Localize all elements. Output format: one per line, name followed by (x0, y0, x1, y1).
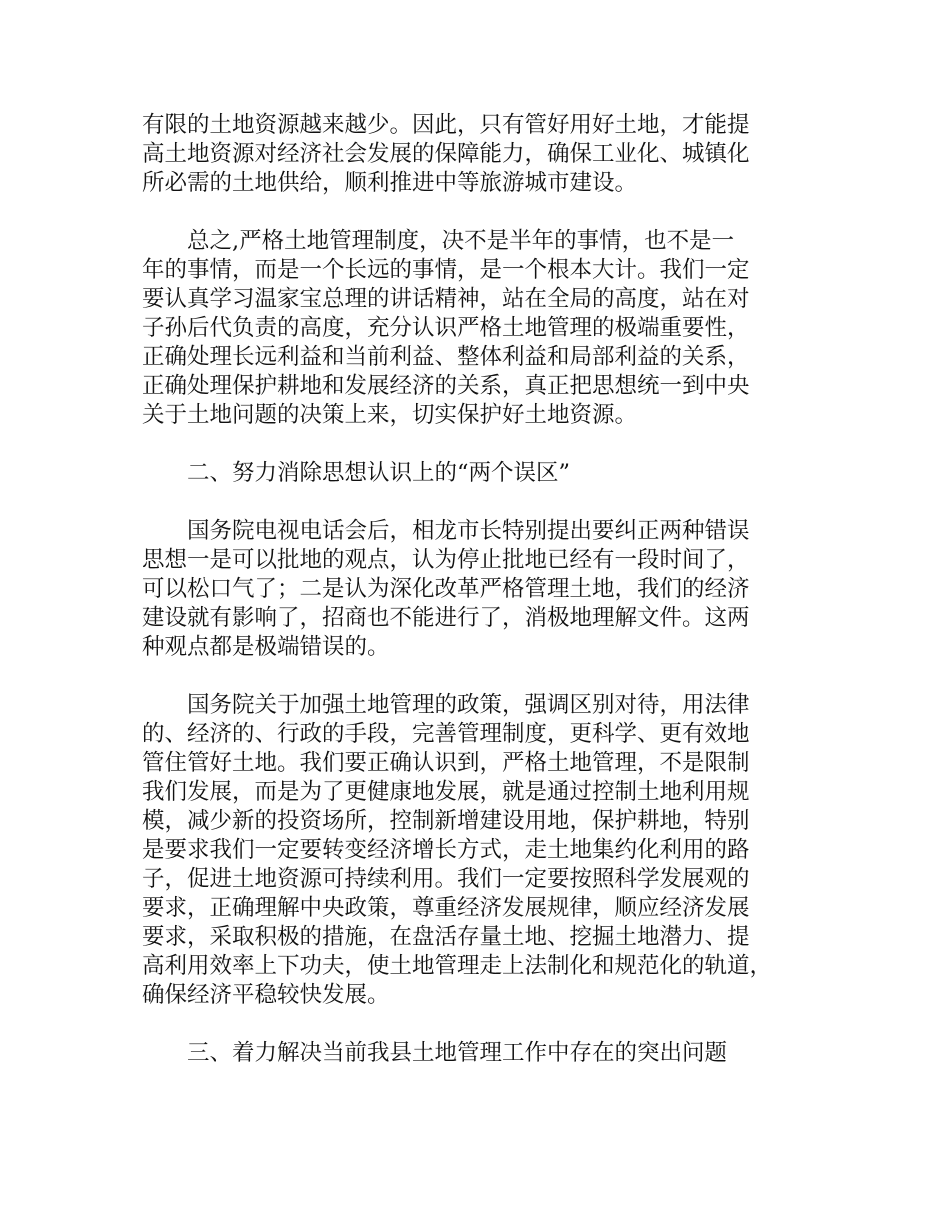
text-line: 所必需的土地供给，顺利推进中等旅游城市建设。 (142, 170, 638, 196)
text-line: 正确处理保护耕地和发展经济的关系，真正把思想统一到中央 (142, 373, 750, 399)
paragraph-gap (142, 488, 832, 517)
section-heading-3 (142, 1039, 832, 1068)
text-line: 我们发展，而是为了更健康地发展，就是通过控制土地利用规 (142, 779, 750, 805)
text-line: 建设就有影响了，招商也不能进行了，消极地理解文件。这两 (142, 605, 750, 631)
text-line: 关于土地问题的决策上来，切实保护好土地资源。 (142, 402, 638, 428)
paragraph-1 (142, 111, 832, 198)
heading-line: 三、着力解决当前我县土地管理工作中存在的突出问题 (142, 1040, 728, 1066)
text-line: 国务院关于加强土地管理的政策，强调区别对待，用法律 (142, 692, 750, 718)
text-line: 子，促进土地资源可持续利用。我们一定要按照科学发展观的 (142, 866, 750, 892)
text-line: 模，减少新的投资场所，控制新增建设用地，保护耕地，特别 (142, 808, 750, 834)
paragraph-2 (142, 227, 832, 430)
paragraph-gap (142, 662, 832, 691)
text-line: 要求，正确理解中央政策，尊重经济发展规律，顺应经济发展 (142, 895, 750, 921)
text-line: 年的事情，而是一个长远的事情，是一个根本大计。我们一定 (142, 257, 750, 283)
heading-line: 二、努力消除思想认识上的“两个误区” (142, 460, 571, 486)
text-line: 可以松口气了；二是认为深化改革严格管理土地，我们的经济 (142, 576, 750, 602)
text-line: 要认真学习温家宝总理的讲话精神，站在全局的高度，站在对 (142, 286, 750, 312)
text-line: 正确处理长远利益和当前利益、整体利益和局部利益的关系， (142, 344, 750, 370)
paragraph-gap (142, 1010, 832, 1039)
text-line: 管住管好土地。我们要正确认识到，严格土地管理，不是限制 (142, 750, 750, 776)
text-line: 有限的土地资源越来越少。因此，只有管好用好土地，才能提 (142, 112, 750, 138)
text-line: 子孙后代负责的高度，充分认识严格土地管理的极端重要性， (142, 315, 750, 341)
text-line: 是要求我们一定要转变经济增长方式，走土地集约化利用的路 (142, 837, 750, 863)
document-body (142, 111, 832, 1068)
paragraph-gap (142, 430, 832, 459)
text-line: 确保经济平稳较快发展。 (142, 982, 390, 1008)
text-line: 高土地资源对经济社会发展的保障能力，确保工业化、城镇化 (142, 141, 750, 167)
text-line: 总之,严格土地管理制度，决不是半年的事情，也不是一 (142, 228, 735, 254)
text-line: 国务院电视电话会后，相龙市长特别提出要纠正两种错误 (142, 518, 750, 544)
paragraph-gap (142, 198, 832, 227)
text-line: 思想一是可以批地的观点，认为停止批地已经有一段时间了， (142, 547, 750, 573)
paragraph-4 (142, 691, 832, 1010)
section-heading-2 (142, 459, 832, 488)
text-line: 要求，采取积极的措施，在盘活存量土地、挖掘土地潜力、提 (142, 924, 750, 950)
text-line: 的、经济的、行政的手段，完善管理制度，更科学、更有效地 (142, 721, 750, 747)
text-line: 高利用效率上下功夫，使土地管理走上法制化和规范化的轨道， (142, 953, 773, 979)
paragraph-3 (142, 517, 832, 662)
text-line: 种观点都是极端错误的。 (142, 634, 390, 660)
